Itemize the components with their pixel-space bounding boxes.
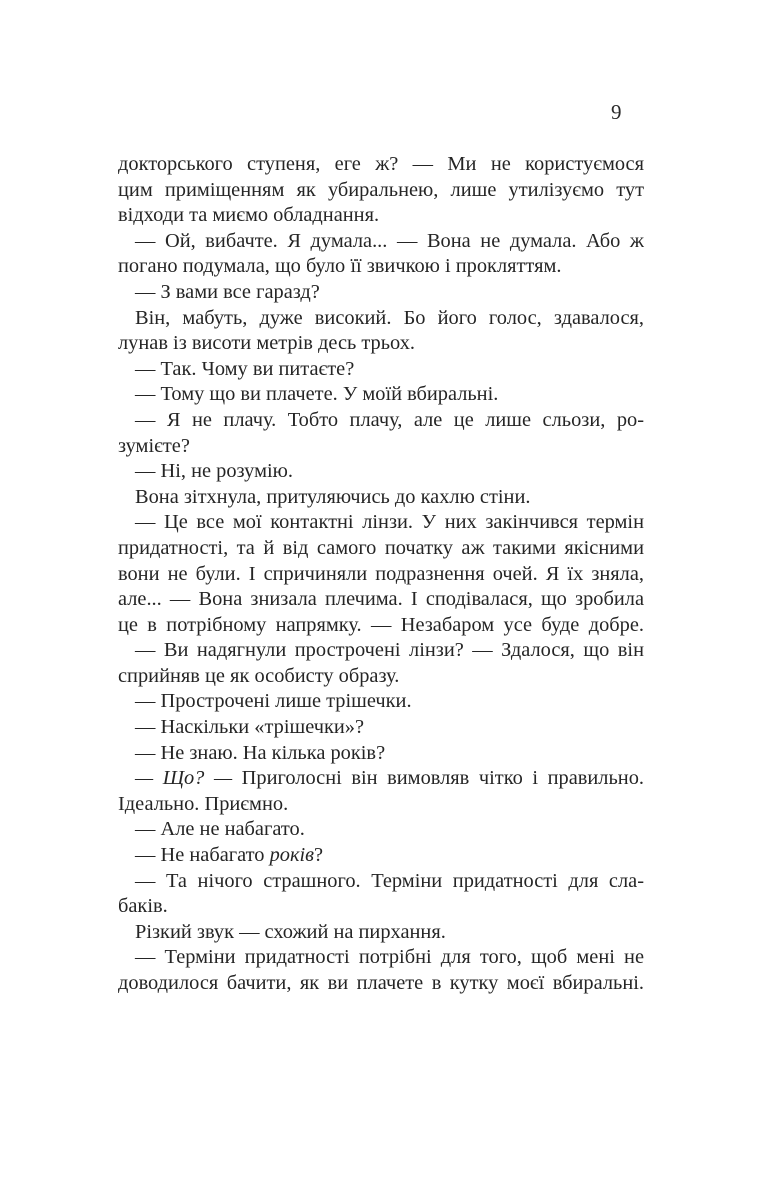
text-line: докторського ступеня, еге ж? — Ми не користуємося: [118, 153, 644, 175]
page-number: 9: [611, 100, 622, 124]
body-text: [118, 152, 644, 997]
text-line: [118, 843, 644, 869]
text-line: придатності, та й від самого початку аж такими якісними: [118, 536, 644, 559]
text-line: Вона зітхнула, притуляючись до кахлю стіни.: [135, 485, 531, 508]
text-line: — Тому що ви плачете. У моїй вбиральні.: [135, 383, 499, 406]
text-line: відходи та миємо обладнання.: [118, 204, 380, 227]
text-line: Ідеально. Приємно.: [118, 792, 289, 815]
text-line: — Це все мої контактні лінзи. У них закінчився термін: [135, 511, 644, 534]
text-line: — З вами все гаразд?: [135, 280, 320, 303]
text-line: — Терміни придатності потрібні для того, щоб мені не: [135, 946, 644, 969]
line-text: Приголосні він вимовляв чітко і правильно.: [232, 767, 644, 790]
text-line: але... — Вона знизала плечима. І сподівалася, що зробила: [118, 588, 644, 611]
text-line: сприйняв це як особисту образу.: [118, 664, 400, 687]
text-line: — Ви надягнули прострочені лінзи? — Здалося, що він: [135, 639, 644, 662]
text-line: — Наскільки «трішечки»?: [135, 716, 365, 739]
line-tail: ?: [314, 844, 324, 867]
text-line: — Так. Чому ви питаєте?: [135, 357, 355, 380]
text-line: цим приміщенням як убиральнею, лише утилізуємо тут: [118, 178, 644, 201]
text-line: лунав із висоти метрів десь трьох.: [118, 332, 416, 355]
text-line: — Ні, не розумію.: [135, 460, 293, 483]
text-line: доводилося бачити, як ви плачете в кутку моєї вбиральні.: [118, 972, 644, 994]
text-line: — Я не плачу. Тобто плачу, але це лише сльози, ро-: [135, 408, 644, 431]
text-line: баків.: [118, 895, 168, 918]
text-line: Різкий звук — схожий на пирхання.: [135, 920, 446, 943]
line-text: — Не набагато: [135, 844, 270, 867]
text-line: — Та нічого страшного. Терміни придатності для сла-: [135, 869, 644, 892]
text-line: [118, 766, 644, 792]
text-line: — Ой, вибачте. Я думала... — Вона не думала. Або ж: [135, 229, 644, 252]
text-line: — Не знаю. На кілька років?: [135, 741, 386, 764]
italic-text: — Що? —: [135, 767, 233, 790]
text-line: — Прострочені лише трішечки.: [135, 690, 412, 713]
text-line: вони не були. І спричиняли подразнення очей. Я їх зняла,: [118, 562, 644, 585]
text-line: — Але не набагато.: [135, 818, 305, 841]
text-line: Він, мабуть, дуже високий. Бо його голос, здавалося,: [135, 306, 644, 329]
text-line: погано подумала, що було її звичкою і прокляттям.: [118, 255, 562, 278]
text-line: зумієте?: [118, 434, 190, 457]
text-line: це в потрібному напрямку. — Незабаром усе буде добре.: [118, 613, 644, 636]
italic-text: років: [269, 844, 315, 867]
